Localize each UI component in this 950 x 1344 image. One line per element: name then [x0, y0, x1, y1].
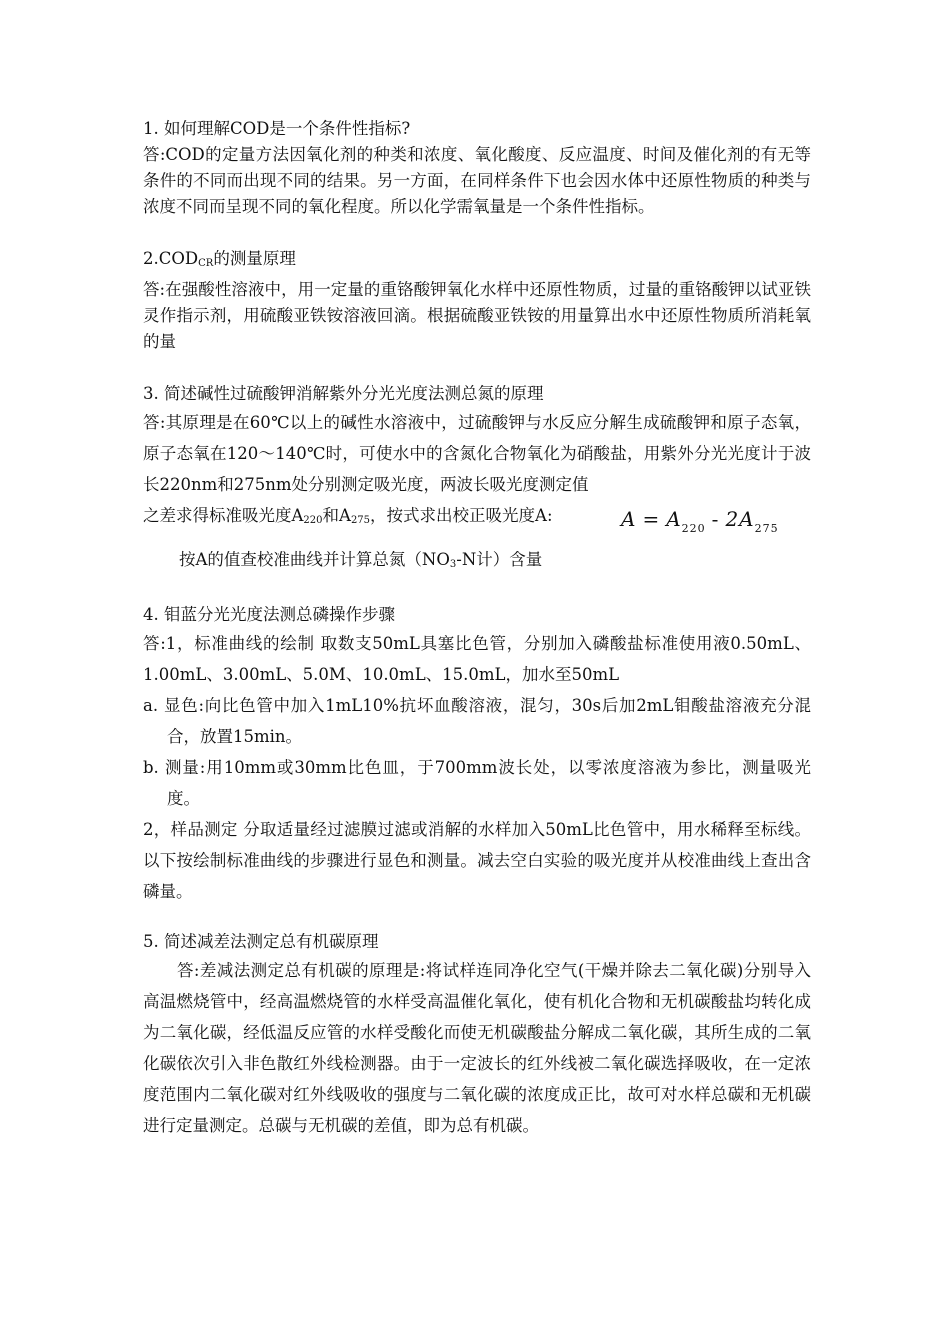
q2-answer: 答:在强酸性溶液中，用一定量的重铬酸钾氧化水样中还原性物质，过量的重铬酸钾以试亚铁灵作指示剂，用硫酸亚铁铵溶液回滴。根据硫酸亚铁铵的用量算出水中还原性物质所消耗氧的量: [143, 280, 811, 351]
q4-title: 4. 钼蓝分光光度法测总磷操作步骤: [143, 605, 395, 624]
q3-line-post: ，按式求出校正吸光度A:: [370, 506, 553, 525]
q3-sub1: 220: [303, 515, 323, 526]
q3-tail: [143, 544, 811, 580]
q2-title: [143, 246, 811, 277]
q3-formula-line: [143, 500, 811, 544]
q2-title-sub: CR: [198, 258, 214, 269]
q4-answer-1: 答:1，标准曲线的绘制 取数支50mL具塞比色管，分别加入磷酸盐标准使用液0.50mL、1.00mL、3.00mL、5.0M、10.0mL、15.0mL，加水至50mL: [143, 634, 811, 684]
formula-a220: A: [666, 507, 682, 531]
formula-sub220: 220: [681, 522, 706, 535]
q3-tail-post: -N计）含量: [456, 550, 543, 569]
formula-eq: =: [642, 507, 661, 531]
q4-answer-2: 2，样品测定 分取适量经过滤膜过滤或消解的水样加入50mL比色管中，用水稀释至标线。以下按绘制标准曲线的步骤进行显色和测量。减去空白实验的吸光度并从校准曲线上查出含磷量。: [143, 820, 811, 901]
q3-line-mid: 和A: [322, 506, 351, 525]
q2-title-post: 的测量原理: [213, 249, 296, 268]
q3-sub2: 275: [350, 515, 371, 526]
q1-title: 1. 如何理解COD是一个条件性指标?: [143, 119, 411, 138]
formula-a: A: [621, 507, 637, 531]
q3-answer: 答:其原理是在60℃以上的碱性水溶液中，过硫酸钾与水反应分解生成硫酸钾和原子态氧，原子态氧在120～140℃时，可使水中的含氮化合物氧化为硝酸盐，用紫外分光光度计于波长220nm和275nm处分别测定吸光度，两波长吸光度测定值: [143, 413, 811, 494]
document-page: [143, 116, 811, 1141]
q4-item-b: b. 测量:用10mm或30mm比色皿，于700mm波长处，以零浓度溶液为参比，测量吸光度。: [143, 758, 811, 808]
q3-tail-sub: 3: [449, 559, 457, 570]
q5-answer: 答:差减法测定总有机碳的原理是:将试样连同净化空气(干燥并除去二氧化碳)分别导入高温燃烧管中，经高温燃烧管的水样受高温催化氧化，使有机化合物和无机碳酸盐均转化成为二氧化碳，经低温反应管的水样受酸化而使无机碳酸盐分解成二氧化碳，其所生成的二氧化碳依次引入非色散红外线检测器。由于一定波长的红外线被二氧化碳选择吸收，在一定浓度范围内二氧化碳对红外线吸收的强度与二氧化碳的浓度成正比，故可对水样总碳和无机碳进行定量测定。总碳与无机碳的差值，即为总有机碳。: [143, 961, 811, 1135]
q2-title-pre: 2.COD: [143, 249, 199, 268]
q4-item-a: a. 显色:向比色管中加入1mL10%抗坏血酸溶液，混匀，30s后加2mL钼酸盐溶液充分混合，放置15min。: [143, 696, 811, 746]
formula-2a: 2A: [725, 507, 755, 531]
q5-title: 5. 简述减差法测定总有机碳原理: [143, 932, 379, 951]
q3-tail-pre: 按A的值查校准曲线并计算总氮（NO: [179, 550, 450, 569]
correction-formula: [621, 504, 779, 544]
q3-line-pre: 之差求得标准吸光度A: [143, 506, 304, 525]
q3-title: 3. 简述碱性过硫酸钾消解紫外分光光度法测总氮的原理: [143, 384, 544, 403]
q1-answer: 答:COD的定量方法因氧化剂的种类和浓度、氧化酸度、反应温度、时间及催化剂的有无等条件的不同而出现不同的结果。另一方面，在同样条件下也会因水体中还原性物质的种类与浓度不同而呈现不同的氧化程度。所以化学需氧量是一个条件性指标。: [143, 145, 811, 216]
formula-minus: -: [711, 507, 720, 531]
formula-sub275: 275: [754, 522, 779, 535]
